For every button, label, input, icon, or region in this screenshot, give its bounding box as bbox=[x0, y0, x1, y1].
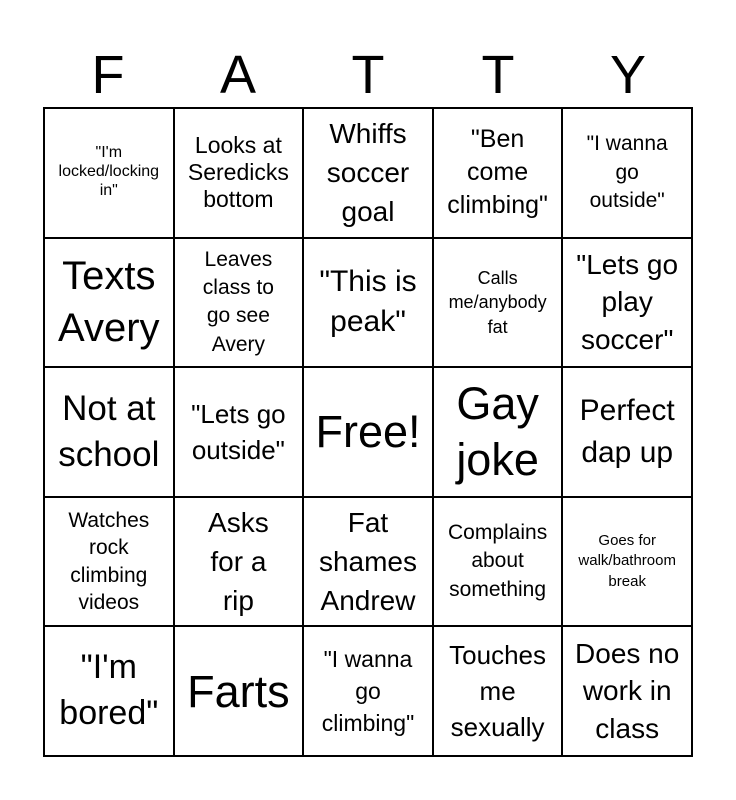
header-letter-t2: T bbox=[481, 45, 515, 105]
header-letter-t1: T bbox=[351, 45, 385, 105]
bingo-cell-r1c1[interactable] bbox=[44, 108, 174, 238]
cell-label: Watches rock climbing videos bbox=[68, 509, 150, 614]
cell-label: "Lets go outside" bbox=[191, 398, 286, 465]
cell-label: "This is peak" bbox=[319, 264, 417, 339]
cell-label: Gay joke bbox=[456, 377, 539, 485]
cell-label: Not at school bbox=[58, 389, 160, 474]
cell-label: Touches me sexually bbox=[449, 639, 547, 743]
bingo-cell-r3c4[interactable] bbox=[433, 367, 563, 497]
bingo-header bbox=[43, 42, 693, 108]
header-letter-y: Y bbox=[609, 45, 647, 105]
bingo-cell-r5c4[interactable] bbox=[433, 626, 563, 756]
cell-label: "Ben come climbing" bbox=[447, 125, 548, 220]
bingo-cell-r1c4[interactable] bbox=[433, 108, 563, 238]
bingo-grid bbox=[43, 107, 693, 757]
cell-label: Calls me/anybody fat bbox=[448, 267, 547, 337]
cell-label: Texts Avery bbox=[58, 254, 160, 351]
bingo-cell-r5c3[interactable] bbox=[303, 626, 433, 756]
bingo-cell-r4c1[interactable] bbox=[44, 497, 174, 627]
bingo-cell-r2c2[interactable] bbox=[174, 238, 304, 368]
cell-label: Leaves class to go see Avery bbox=[202, 247, 274, 356]
bingo-cell-r2c3[interactable] bbox=[303, 238, 433, 368]
cell-label: Asks for a rip bbox=[208, 506, 269, 617]
header-letter-f: F bbox=[91, 45, 125, 105]
bingo-cell-r5c1[interactable] bbox=[44, 626, 174, 756]
cell-label: "I wanna go outside" bbox=[586, 132, 668, 212]
header-letter-a: A bbox=[219, 45, 257, 105]
bingo-cell-r2c4[interactable] bbox=[433, 238, 563, 368]
bingo-cell-r3c1[interactable] bbox=[44, 367, 174, 497]
bingo-cell-r1c2[interactable] bbox=[174, 108, 304, 238]
cell-label: Goes for walk/bathroom break bbox=[578, 532, 676, 590]
bingo-cell-r4c5[interactable] bbox=[562, 497, 692, 627]
cell-label: "Lets go play soccer" bbox=[576, 248, 679, 356]
bingo-cell-r3c2[interactable] bbox=[174, 367, 304, 497]
cell-label: Farts bbox=[187, 665, 290, 717]
cell-label: Whiffs soccer goal bbox=[326, 118, 410, 228]
cell-label: Free! bbox=[315, 406, 421, 458]
cell-label: "I'm bored" bbox=[59, 648, 159, 733]
bingo-cell-r4c3[interactable] bbox=[303, 497, 433, 627]
cell-label: Perfect dap up bbox=[579, 393, 675, 469]
cell-label: Complains about something bbox=[447, 521, 548, 601]
cell-label: Does no work in class bbox=[575, 637, 680, 745]
bingo-cell-r1c3[interactable] bbox=[303, 108, 433, 238]
bingo-cell-r5c5[interactable] bbox=[562, 626, 692, 756]
cell-label: "I wanna go climbing" bbox=[321, 645, 415, 737]
bingo-cell-r4c2[interactable] bbox=[174, 497, 304, 627]
cell-label: "I'm locked/locking in" bbox=[58, 144, 160, 200]
cell-label: Fat shames Andrew bbox=[318, 506, 417, 617]
bingo-cell-r4c4[interactable] bbox=[433, 497, 563, 627]
bingo-cell-r3c5[interactable] bbox=[562, 367, 692, 497]
bingo-cell-r1c5[interactable] bbox=[562, 108, 692, 238]
bingo-cell-r5c2[interactable] bbox=[174, 626, 304, 756]
bingo-cell-r2c1[interactable] bbox=[44, 238, 174, 368]
bingo-cell-r2c5[interactable] bbox=[562, 238, 692, 368]
bingo-cell-free[interactable] bbox=[303, 367, 433, 497]
cell-label: Looks at Seredicks bottom bbox=[187, 132, 289, 213]
